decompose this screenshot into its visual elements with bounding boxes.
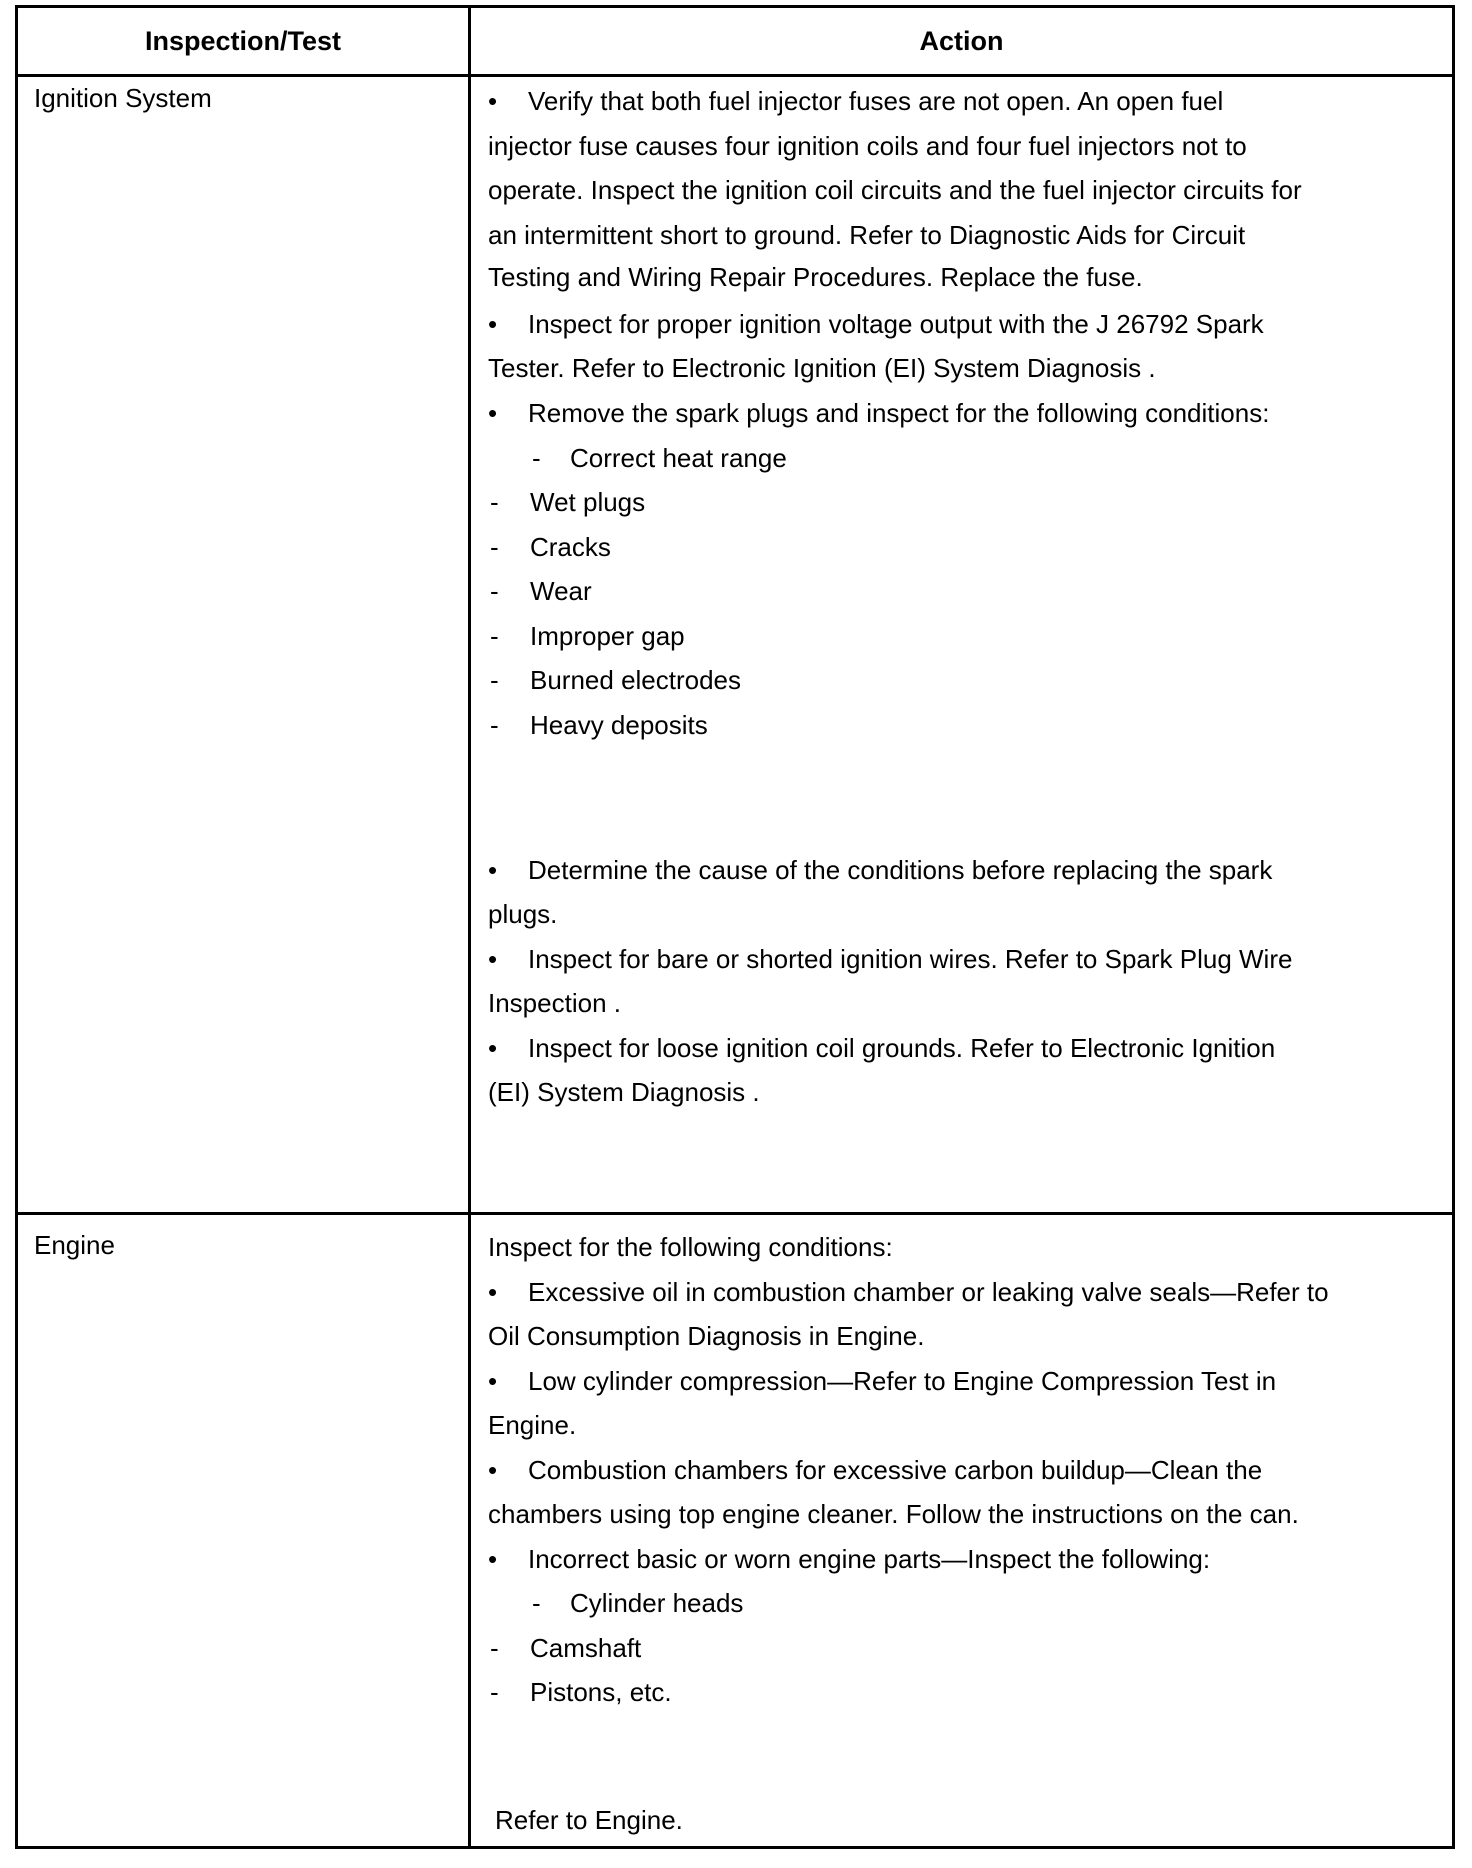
dash-marker: - (490, 1677, 499, 1707)
dash-marker: - (490, 621, 499, 651)
header-inspection: Inspection/Test (144, 25, 342, 56)
row-divider (18, 1212, 1452, 1215)
row-label-engine: Engine (34, 1230, 115, 1260)
action-line: Oil Consumption Diagnosis in Engine. (488, 1321, 925, 1351)
header-action: Action (919, 25, 1004, 56)
action-line: Cylinder heads (570, 1588, 744, 1618)
action-line: Refer to Engine. (495, 1805, 683, 1835)
dash-marker: - (490, 532, 499, 562)
action-line: (EI) System Diagnosis . (488, 1077, 760, 1107)
action-line: Excessive oil in combustion chamber or leaking valve seals—Refer to (528, 1277, 1329, 1307)
bullet-marker: • (488, 1455, 498, 1485)
column-divider (468, 8, 471, 1846)
action-line: injector fuse causes four ignition coils and four fuel injectors not to (488, 131, 1247, 161)
bullet-marker: • (488, 398, 498, 428)
bullet-marker: • (488, 1544, 498, 1574)
action-line: Determine the cause of the conditions before replacing the spark (528, 855, 1273, 885)
bullet-marker: • (488, 86, 498, 116)
dash-marker: - (490, 487, 499, 517)
bullet-marker: • (488, 855, 498, 885)
action-line: Camshaft (530, 1633, 642, 1663)
bullet-marker: • (488, 1033, 498, 1063)
action-line: Engine. (488, 1410, 577, 1440)
dash-marker: - (490, 576, 499, 606)
action-line: Combustion chambers for excessive carbon buildup—Clean the (528, 1455, 1263, 1485)
bullet-marker: • (488, 944, 498, 974)
dash-marker: - (532, 443, 541, 473)
action-line: Verify that both fuel injector fuses are not open. An open fuel (528, 86, 1224, 116)
action-line: an intermittent short to ground. Refer to Diagnostic Aids for Circuit (488, 220, 1246, 250)
action-line: Wear (530, 576, 592, 606)
action-line: plugs. (488, 899, 558, 929)
action-line: Low cylinder compression—Refer to Engine Compression Test in (528, 1366, 1277, 1396)
inspection-table (15, 5, 1455, 1849)
action-line: operate. Inspect the ignition coil circuits and the fuel injector circuits for (488, 175, 1302, 205)
action-line: Incorrect basic or worn engine parts—Inspect the following: (528, 1544, 1211, 1574)
action-line: Correct heat range (570, 443, 787, 473)
dash-marker: - (532, 1588, 541, 1618)
header-divider (18, 74, 1452, 77)
action-line: Inspect for proper ignition voltage output with the J 26792 Spark (528, 309, 1264, 339)
dash-marker: - (490, 665, 499, 695)
action-line: chambers using top engine cleaner. Follow the instructions on the can. (488, 1499, 1299, 1529)
action-line: Improper gap (530, 621, 685, 651)
bullet-marker: • (488, 309, 498, 339)
dash-marker: - (490, 710, 499, 740)
action-line: Inspection . (488, 988, 621, 1018)
action-line: Inspect for loose ignition coil grounds. Refer to Electronic Ignition (528, 1033, 1276, 1063)
dash-marker: - (490, 1633, 499, 1663)
action-line: Pistons, etc. (530, 1677, 672, 1707)
action-line: Tester. Refer to Electronic Ignition (EI) System Diagnosis . (488, 353, 1156, 383)
action-line: Inspect for bare or shorted ignition wires. Refer to Spark Plug Wire (528, 944, 1293, 974)
action-line: Inspect for the following conditions: (488, 1232, 893, 1262)
action-line: Cracks (530, 532, 611, 562)
action-line: Heavy deposits (530, 710, 708, 740)
row-label-ignition-system: Ignition System (34, 83, 212, 113)
action-line: Remove the spark plugs and inspect for the following conditions: (528, 398, 1270, 428)
bullet-marker: • (488, 1277, 498, 1307)
action-line: Testing and Wiring Repair Procedures. Replace the fuse. (488, 262, 1143, 292)
action-line: Burned electrodes (530, 665, 742, 695)
action-line: Wet plugs (530, 487, 646, 517)
bullet-marker: • (488, 1366, 498, 1396)
